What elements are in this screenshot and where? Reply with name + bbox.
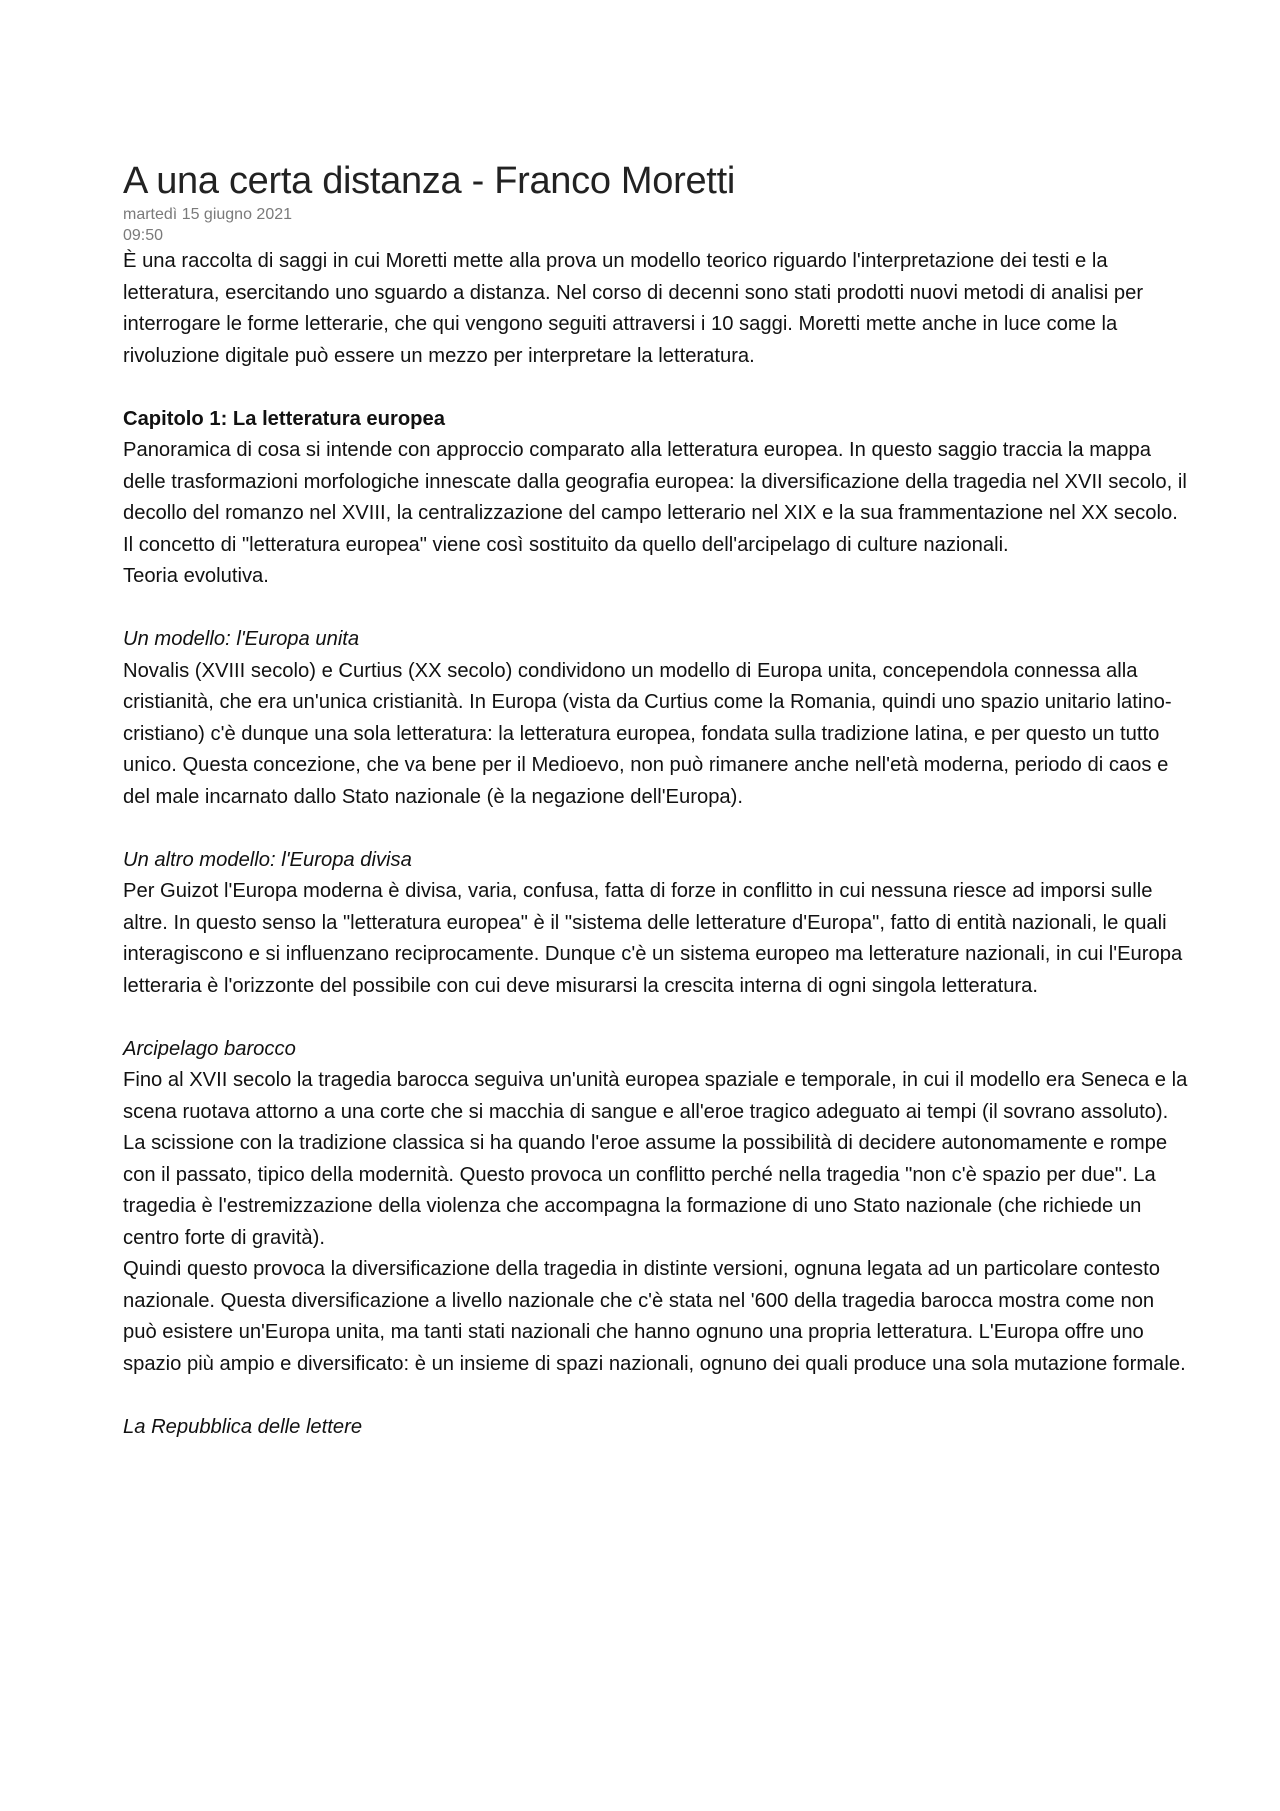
chapter-heading: Capitolo 1: La letteratura europea — [123, 407, 445, 430]
spacer — [123, 813, 1193, 845]
note-page — [123, 158, 1193, 1443]
page-title: A una certa distanza - Franco Moretti — [123, 160, 735, 202]
section-paragraph: Novalis (XVIII secolo) e Curtius (XX secolo) condividono un modello di Europa unita, concependola connessa alla cristianità, che era un'unica cristianità. In Europa (vista da Curtius come la Romania, quindi uno spazio unitario latino-cristiano) c'è dunque una sola letteratura: la letteratura europea, fondata sulla tradizione latina, e per questo un tutto unico. Questa concezione, che va bene per il Medioevo, non può rimanere anche nell'età moderna, periodo di caos e del male incarnato dallo Stato nazionale (è la negazione dell'Europa). — [123, 659, 1172, 808]
chapter-note: Teoria evolutiva. — [123, 565, 269, 587]
section-heading-europa-divisa: Un altro modello: l'Europa divisa — [123, 848, 412, 871]
note-time: 09:50 — [123, 227, 164, 244]
chapter-paragraph: Panoramica di cosa si intende con approccio comparato alla letteratura europea. In questo saggio traccia la mappa delle trasformazioni morfologiche innescate dalla geografia europea: la diversificazione della tragedia nel XVII secolo, il decollo del romanzo nel XVIII, la centralizzazione del campo letterario nel XIX e la sua frammentazione nel XX secolo. Il concetto di "letteratura europea" viene così sostituito da quello dell'arcipelago di culture nazionali. — [123, 439, 1187, 556]
section-paragraph: Quindi questo provoca la diversificazione della tragedia in distinte versioni, ognuna legata ad un particolare contesto nazionale. Questa diversificazione a livello nazionale che c'è stata nel '600 della tragedia barocca mostra come non può esistere un'Europa unita, ma tanti stati nazionali che hanno ognuno una propria letteratura. L'Europa offre uno spazio più ampio e diversificato: è un insieme di spazi nazionali, ognuno dei quali produce una sola mutazione formale. — [123, 1258, 1186, 1375]
spacer — [123, 1380, 1193, 1412]
section-heading-europa-unita: Un modello: l'Europa unita — [123, 628, 360, 650]
spacer — [123, 593, 1193, 625]
section-paragraph: Fino al XVII secolo la tragedia barocca seguiva un'unità europea spaziale e temporale, in cui il modello era Seneca e la scena ruotava attorno a una corte che si macchia di sangue e all'eroe tragico adeguato ai tempi (il sovrano assoluto). La scissione con la tradizione classica si ha quando l'eroe assume la possibilità di decidere autonomamente e rompe con il passato, tipico della modernità. Questo provoca un conflitto perché nella tragedia "non c'è spazio per due". La tragedia è l'estremizzazione della violenza che accompagna la formazione di uno Stato nazionale (che richiede un centro forte di gravità). — [123, 1069, 1188, 1249]
intro-paragraph: È una raccolta di saggi in cui Moretti mette alla prova un modello teorico riguardo l'interpretazione dei testi e la letteratura, esercitando uno sguardo a distanza. Nel corso di decenni sono stati prodotti nuovi metodi di analisi per interrogare le forme letterarie, che qui vengono seguiti attraversi i 10 saggi. Moretti mette anche in luce come la rivoluzione digitale può essere un mezzo per interpretare la letteratura. — [123, 250, 1144, 367]
note-date: martedì 15 giugno 2021 — [123, 206, 293, 223]
spacer — [123, 372, 1193, 404]
section-paragraph: Per Guizot l'Europa moderna è divisa, varia, confusa, fatta di forze in conflitto in cui nessuna riesce ad imporsi sulle altre. In questo senso la "letteratura europea" è il "sistema delle letterature d'Europa", fatto di entità nazionali, le quali interagiscono e si influenzano reciprocamente. Dunque c'è un sistema europeo ma letterature nazionali, in cui l'Europa letteraria è l'orizzonte del possibile con cui deve misurarsi la crescita interna di ogni singola letteratura. — [123, 880, 1183, 997]
section-heading-repubblica-lettere: La Repubblica delle lettere — [123, 1415, 363, 1438]
section-heading-arcipelago-barocco: Arcipelago barocco — [123, 1037, 296, 1060]
spacer — [123, 1002, 1193, 1034]
